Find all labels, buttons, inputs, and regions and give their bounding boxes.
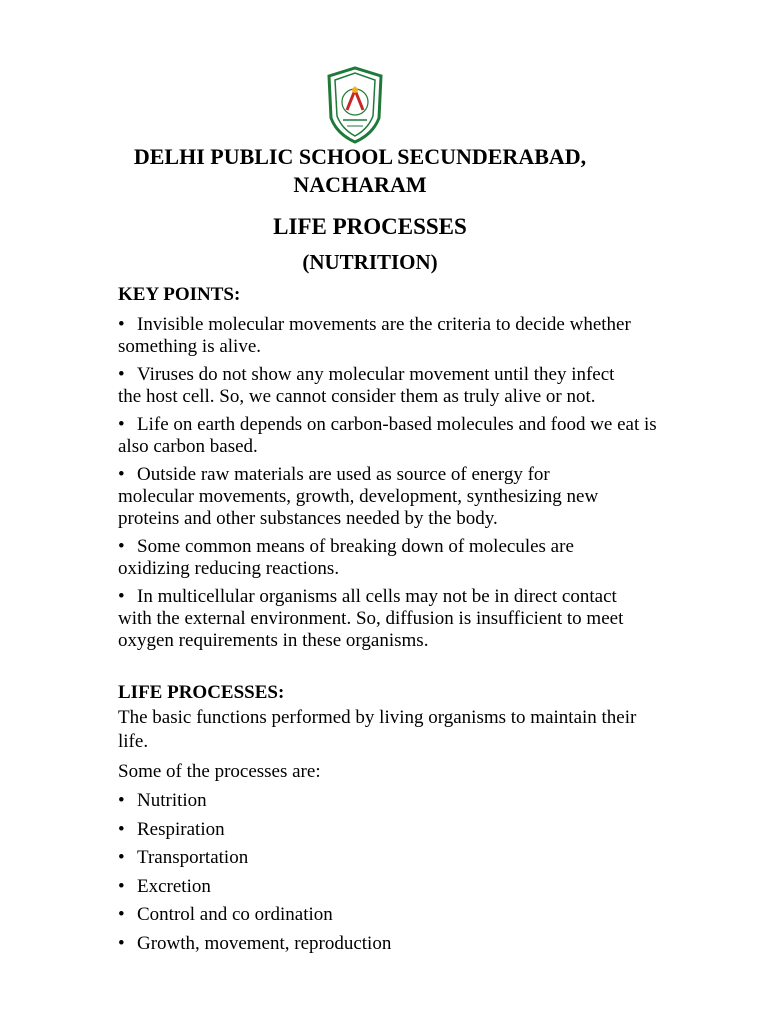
- bullet: •: [118, 818, 125, 840]
- key-point-line: Some common means of breaking down of molecules are: [137, 536, 574, 557]
- process-item: [118, 876, 391, 905]
- process-label: Growth, movement, reproduction: [137, 932, 392, 954]
- bullet: •: [118, 536, 125, 557]
- key-point-line: Viruses do not show any molecular movement until they infect: [137, 364, 615, 385]
- key-point-item: [118, 464, 718, 530]
- key-point-line: something is alive.: [118, 336, 262, 357]
- life-processes-definition: [118, 706, 718, 754]
- key-points-heading: KEY POINTS:: [118, 284, 241, 305]
- bullet: •: [118, 875, 125, 897]
- school-name-line2: NACHARAM: [293, 172, 427, 197]
- school-name-line1: DELHI PUBLIC SCHOOL SECUNDERABAD,: [133, 144, 587, 169]
- process-label: Nutrition: [137, 790, 207, 811]
- key-point-item: [118, 414, 718, 458]
- process-item: [118, 904, 391, 933]
- key-points-list: [118, 314, 718, 658]
- key-point-line: with the external environment. So, diffusion is insufficient to meet: [118, 608, 624, 629]
- key-point-line: Life on earth depends on carbon-based molecules and food we eat is: [137, 414, 657, 435]
- bullet: •: [118, 314, 125, 335]
- bullet: •: [118, 904, 125, 925]
- process-label: Respiration: [137, 818, 225, 840]
- key-point-line: molecular movements, growth, development, synthesizing new: [118, 486, 599, 507]
- process-item: [118, 819, 391, 848]
- key-point-line: Invisible molecular movements are the criteria to decide whether: [137, 314, 631, 335]
- process-label: Transportation: [137, 847, 249, 868]
- key-point-item: [118, 314, 718, 358]
- key-point-line: In multicellular organisms all cells may not be in direct contact: [137, 586, 617, 607]
- key-point-item: [118, 586, 718, 652]
- key-point-line: the host cell. So, we cannot consider them as truly alive or not.: [118, 386, 596, 407]
- process-label: Excretion: [137, 875, 211, 897]
- bullet: •: [118, 464, 125, 485]
- key-point-item: [118, 364, 718, 408]
- bullet: •: [118, 364, 125, 385]
- key-point-line: proteins and other substances needed by the body.: [118, 508, 498, 529]
- life-processes-heading: LIFE PROCESSES:: [118, 682, 285, 703]
- bullet: •: [118, 586, 125, 607]
- key-point-line: also carbon based.: [118, 436, 258, 457]
- school-crest-logo: [325, 66, 385, 144]
- definition-line: The basic functions performed by living organisms to maintain their: [118, 707, 637, 728]
- bullet: •: [118, 790, 125, 811]
- definition-line: life.: [118, 731, 149, 752]
- document-title: LIFE PROCESSES: [273, 214, 467, 239]
- key-point-line: oxygen requirements in these organisms.: [118, 630, 429, 651]
- process-label: Control and co ordination: [137, 904, 333, 925]
- bullet: •: [118, 414, 125, 435]
- bullet: •: [118, 847, 125, 868]
- processes-list: [118, 790, 391, 961]
- key-point-line: Outside raw materials are used as source of energy for: [137, 464, 550, 485]
- process-item: [118, 790, 391, 819]
- process-item: [118, 933, 391, 962]
- document-subtitle: (NUTRITION): [302, 250, 438, 274]
- processes-intro: Some of the processes are:: [118, 761, 321, 782]
- process-item: [118, 847, 391, 876]
- key-point-line: oxidizing reducing reactions.: [118, 558, 340, 579]
- bullet: •: [118, 932, 125, 954]
- key-point-item: [118, 536, 718, 580]
